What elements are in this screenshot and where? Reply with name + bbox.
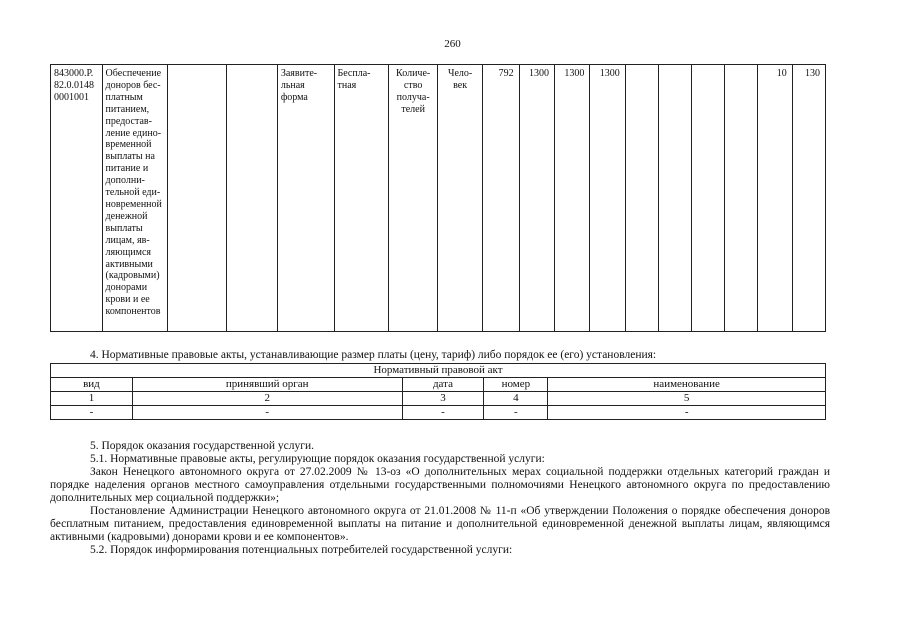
cell-text-line: ляющимся xyxy=(105,246,152,258)
cell-text-line: тельной еди- xyxy=(105,187,161,199)
empty-cell xyxy=(659,65,692,332)
column-number: 4 xyxy=(484,392,548,406)
column-number: 1 xyxy=(51,392,133,406)
section-4-heading: 4. Нормативные правовые акты, устанавливающие размер платы (цену, тариф) либо порядок ее (его) установления: xyxy=(90,349,657,361)
section-5-heading: 5. Порядок оказания государственной услуги. xyxy=(90,440,314,452)
cell-text-line: форма xyxy=(280,91,308,103)
table-title-row xyxy=(51,364,826,378)
empty-cell xyxy=(724,65,757,332)
table-cell: - xyxy=(484,406,548,420)
section-5-2-heading: 5.2. Порядок информирования потенциальных потребителей государственной услуги: xyxy=(90,544,513,556)
empty-cell xyxy=(692,65,724,332)
table-cell: - xyxy=(132,406,402,420)
cell-text-line: 0001001 xyxy=(54,91,89,103)
column-header: наименование xyxy=(548,378,826,392)
empty-cell xyxy=(227,65,278,332)
cell-text-line: выплаты xyxy=(105,222,143,234)
service-value-cell: 792 xyxy=(482,65,519,332)
cell-text-line: ление едино- xyxy=(105,127,162,139)
cell-text-line: Количе- xyxy=(396,68,431,79)
cell-text-line: Заявите- xyxy=(280,68,318,79)
cell-text-line: активными xyxy=(105,258,153,270)
cell-text-line: тная xyxy=(337,79,357,91)
service-value-cell: 1300 xyxy=(590,65,625,332)
cell-text-line: доноров бес- xyxy=(105,79,161,91)
service-row xyxy=(51,65,826,332)
cell-text-line: 82.0.0148 xyxy=(54,79,94,91)
resolution-paragraph: Постановление Администрации Ненецкого автономного округа от 21.01.2008 № 11-п «Об утверждении Положения о порядке обеспечения доноров бесплатным питанием, предоставления единовременной выплаты на питание и дополнительной единовременной денежной выплаты лицам, являющимся активными (кадровыми) донорами крови и ее компонентов». xyxy=(50,505,830,543)
column-header: номер xyxy=(484,378,548,392)
cell-text-line: дополни- xyxy=(105,175,145,187)
column-header: вид xyxy=(51,378,133,392)
column-number: 5 xyxy=(548,392,826,406)
cell-text-line: Чело- xyxy=(447,68,473,79)
cell-text-line: донорами xyxy=(105,282,148,294)
table-cell: - xyxy=(402,406,484,420)
cell-text-line: предостав- xyxy=(105,115,152,127)
header-row xyxy=(51,378,826,392)
service-description-cell xyxy=(102,65,168,332)
column-header: дата xyxy=(402,378,484,392)
cell-text-line: питанием, xyxy=(105,103,150,115)
number-row xyxy=(51,392,826,406)
cell-text-line: 843000.Р. xyxy=(54,68,94,79)
cell-text-line: денежной xyxy=(105,210,148,222)
cell-text-line: льная xyxy=(280,79,305,91)
table-cell: - xyxy=(51,406,133,420)
section-5-1-heading: 5.1. Нормативные правовые акты, регулирующие порядок оказания государственной услуги: xyxy=(90,453,545,465)
cell-text-line: (кадровыми) xyxy=(105,270,160,282)
service-form-cell xyxy=(277,65,334,332)
service-value-cell: 1300 xyxy=(519,65,554,332)
section-5 xyxy=(50,440,830,557)
cell-text-line: получа- xyxy=(396,91,430,103)
table-cell: - xyxy=(548,406,826,420)
column-number: 2 xyxy=(132,392,402,406)
cell-text-line: Обеспечение xyxy=(105,68,162,79)
cell-text-line: платным xyxy=(105,91,143,103)
service-code-cell xyxy=(51,65,103,332)
cell-text-line: новременной xyxy=(105,198,162,210)
service-payment-cell xyxy=(334,65,389,332)
cell-text-line: лицам, яв- xyxy=(105,234,150,246)
column-number: 3 xyxy=(402,392,484,406)
table-row xyxy=(51,406,826,420)
column-header: принявший орган xyxy=(132,378,402,392)
cell-text-line: век xyxy=(453,79,468,91)
cell-text-line: ство xyxy=(403,79,423,91)
page-number: 260 xyxy=(444,38,461,50)
cell-text-line: крови и ее xyxy=(105,294,150,306)
cell-text-line: выплаты на xyxy=(105,151,155,163)
cell-text-line: Беспла- xyxy=(337,68,371,79)
service-indicator-cell xyxy=(389,65,438,332)
cell-text-line: питание и xyxy=(105,163,149,175)
empty-cell xyxy=(625,65,658,332)
service-value-cell: 10 xyxy=(758,65,792,332)
law-paragraph: Закон Ненецкого автономного округа от 27.02.2009 № 13-оз «О дополнительных мерах социальной поддержки отдельных категорий граждан и порядке наделения органов местного самоуправления отдельными государственными полномочиями Ненецкого автономного округа по предоставлению дополнительных мер социальной поддержки»; xyxy=(50,466,830,504)
cell-text-line: компонентов xyxy=(105,306,161,318)
legal-acts-table xyxy=(50,363,826,420)
table-title: Нормативный правовой акт xyxy=(51,364,826,378)
service-unit-cell xyxy=(438,65,483,332)
empty-cell xyxy=(168,65,227,332)
cell-text-line: телей xyxy=(401,103,425,115)
cell-text-line: временной xyxy=(105,139,152,151)
service-value-cell: 130 xyxy=(792,65,825,332)
service-value-cell: 1300 xyxy=(555,65,590,332)
service-table xyxy=(50,64,826,332)
